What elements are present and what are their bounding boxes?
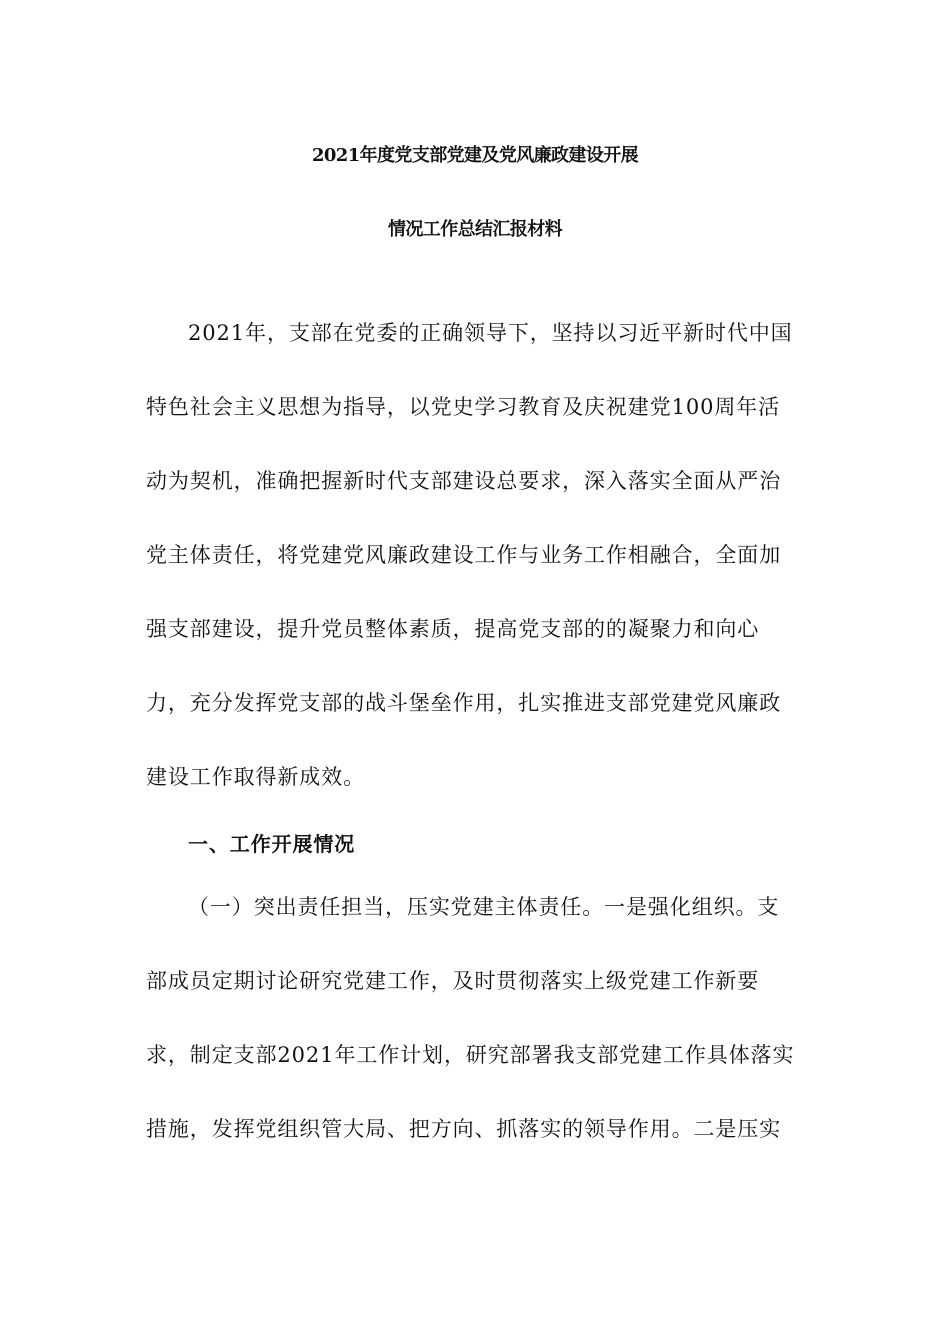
- paragraph-line: 建设工作取得新成效。: [146, 765, 365, 789]
- paragraph-line: 动为契机，准确把握新时代支部建设总要求，深入落实全面从严治: [146, 469, 782, 493]
- section-heading: 一、工作开展情况: [188, 832, 356, 856]
- document-title-line-2: 情况工作总结汇报材料: [388, 219, 562, 240]
- paragraph-line: 2021年，支部在党委的正确领导下，坚持以习近平新时代中国: [188, 321, 793, 345]
- paragraph-line: 求，制定支部2021年工作计划，研究部署我支部党建工作具体落实: [146, 1043, 795, 1067]
- document-title-line-1: 2021年度党支部党建及党风廉政建设开展: [311, 145, 639, 166]
- paragraph-line: 措施，发挥党组织管大局、把方向、抓落实的领导作用。二是压实: [146, 1117, 782, 1141]
- paragraph-line: 党主体责任，将党建党风廉政建设工作与业务工作相融合，全面加: [146, 543, 782, 567]
- paragraph-line: 特色社会主义思想为指导，以党史学习教育及庆祝建党100周年活: [146, 395, 781, 419]
- paragraph-line: 强支部建设，提升党员整体素质，提高党支部的的凝聚力和向心: [146, 617, 760, 641]
- paragraph-line: 力，充分发挥党支部的战斗堡垒作用，扎实推进支部党建党风廉政: [146, 691, 782, 715]
- paragraph-line: （一）突出责任担当，压实党建主体责任。一是强化组织。支: [188, 895, 780, 919]
- paragraph-line: 部成员定期讨论研究党建工作，及时贯彻落实上级党建工作新要: [146, 969, 760, 993]
